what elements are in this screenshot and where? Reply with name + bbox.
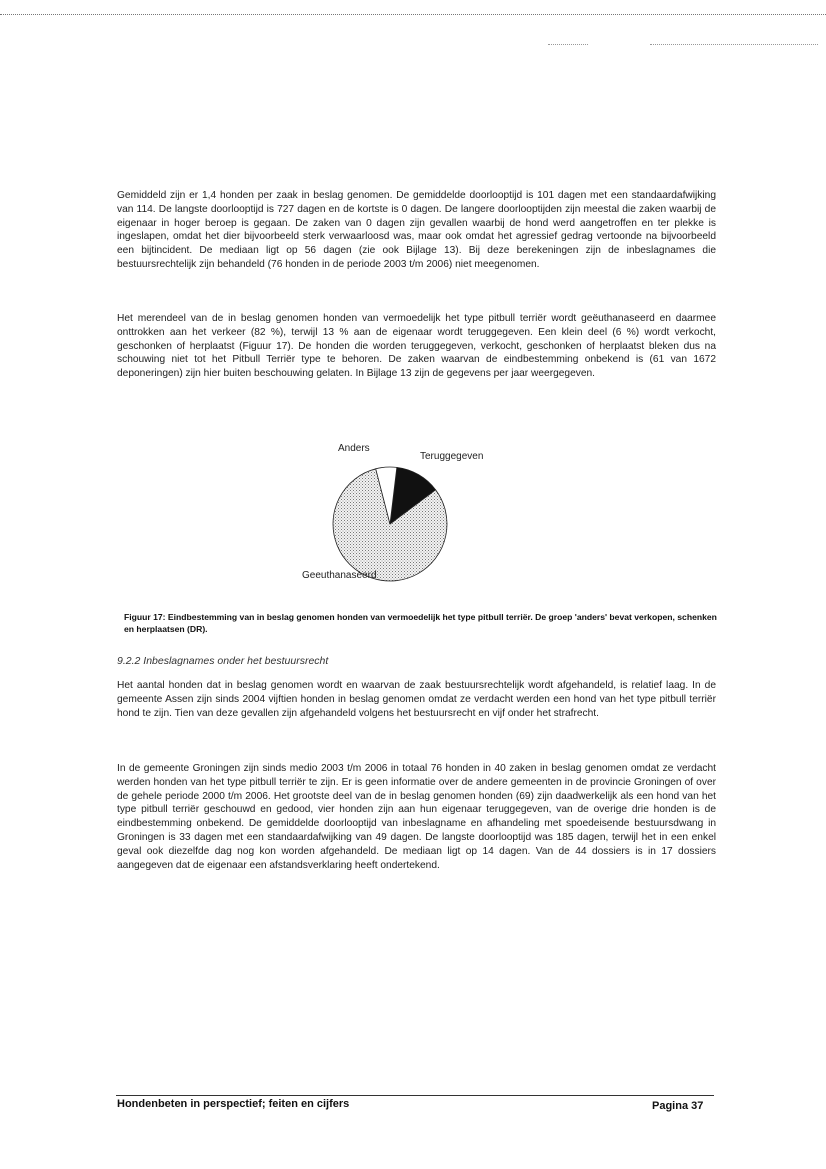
header-dots-right [650,44,818,45]
pie-label-geeuthanaseerd: Geeuthanaseerd [302,570,377,581]
footer-title: Hondenbeten in perspectief; feiten en cijfers [117,1098,350,1110]
header-dots-left [548,44,588,45]
paragraph-bestuursrecht-assen: Het aantal honden dat in beslag genomen wordt en waarvan de zaak bestuursrechtelijk wordt afgehandeld, is relatief laag. In de gemeente Assen zijn sinds 2004 vijftien honden in beslag genomen omdat ze verdacht werden een hond van het type pitbull terriër hond te zijn. Tien van deze gevallen zijn afgehandeld volgens het bestuursrecht en vijf onder het strafrecht. [117,680,716,719]
footer-rule [116,1095,714,1096]
figure-caption: Figuur 17: Eindbestemming van in beslag genomen honden van vermoedelijk het type pitbull terriër. De groep 'anders' bevat verkopen, schenken en herplaatsen (DR). [124,612,717,634]
section-heading: 9.2.2 Inbeslagnames onder het bestuursrecht [117,655,329,667]
paragraph-groningen: In de gemeente Groningen zijn sinds medio 2003 t/m 2006 in totaal 76 honden in 40 zaken in beslag genomen omdat ze verdacht werden honden van het type pitbull terriër te zijn. Er is geen informatie over de andere gemeenten in de provincie Groningen of over de gehele periode 2000 t/m 2006. Het grootste deel van de in beslag genomen honden (69) zijn daadwerkelijk als een hond van het type pitbull terriër geschouwd en gedood, vier honden zijn aan hun eigenaar teruggegeven, van de overige drie honden is de eindbestemming onbekend. De gemiddelde doorlooptijd van inbeslagname en afhandeling met spoedeisende bestuursdwang in Groningen is 33 dagen met een standaardafwijking van 49 dagen. De langste doorlooptijd was 185 dagen, terwijl het in een enkel geval ook diezelfde dag nog kon worden afgehandeld. De mediaan ligt op 14 dagen. Van de 44 dossiers is in 17 dossiers aangegeven dat de eigenaar een afstandsverklaring heeft ondertekend. [117,763,716,871]
paragraph-eindbestemming: Het merendeel van de in beslag genomen honden van vermoedelijk het type pitbull terriër wordt geëuthanaseerd en daarmee onttrokken aan het verkeer (82 %), terwijl 13 % aan de eigenaar wordt teruggegeven. Een klein deel (6 %) wordt verkocht, geschonken of herplaatst (Figuur 17). De honden die worden teruggegeven, verkocht, geschonken of herplaatst bleken dus na schouwing niet tot het Pitbull Terriër type te behoren. De zaken waarvan de eindbestemming onbekend is (61 van 1672 deponeringen) zijn hier buiten beschouwing gelaten. In Bijlage 13 zijn de gegevens per jaar weergegeven. [117,313,716,380]
pie-chart [290,436,510,584]
pie-chart-figure [290,436,510,584]
scan-top-border [0,14,826,15]
paragraph-doorlooptijd: Gemiddeld zijn er 1,4 honden per zaak in beslag genomen. De gemiddelde doorlooptijd is 101 dagen met een standaardafwijking van 114. De langste doorlooptijd is 727 dagen en de kortste is 0 dagen. De langere doorlooptijden zijn meestal die zaken waarbij de eigenaar in hoger beroep is gegaan. De zaken van 0 dagen zijn gevallen waarbij de hond werd aangetroffen en ter plekke is ingeslapen, omdat het dier bijvoorbeeld sterk verwaarloosd was, maar ook omdat het agressief gedrag vertoonde na bijvoorbeeld een bijtincident. De mediaan ligt op 56 dagen (zie ook Bijlage 13). Bij deze berekeningen zijn de inbeslagnames die bestuursrechtelijk zijn behandeld (76 honden in de periode 2003 t/m 2006) niet meegenomen. [117,190,716,270]
pie-label-teruggegeven: Teruggegeven [420,451,484,462]
pie-label-anders: Anders [338,443,370,454]
page-number: Pagina 37 [652,1100,704,1112]
